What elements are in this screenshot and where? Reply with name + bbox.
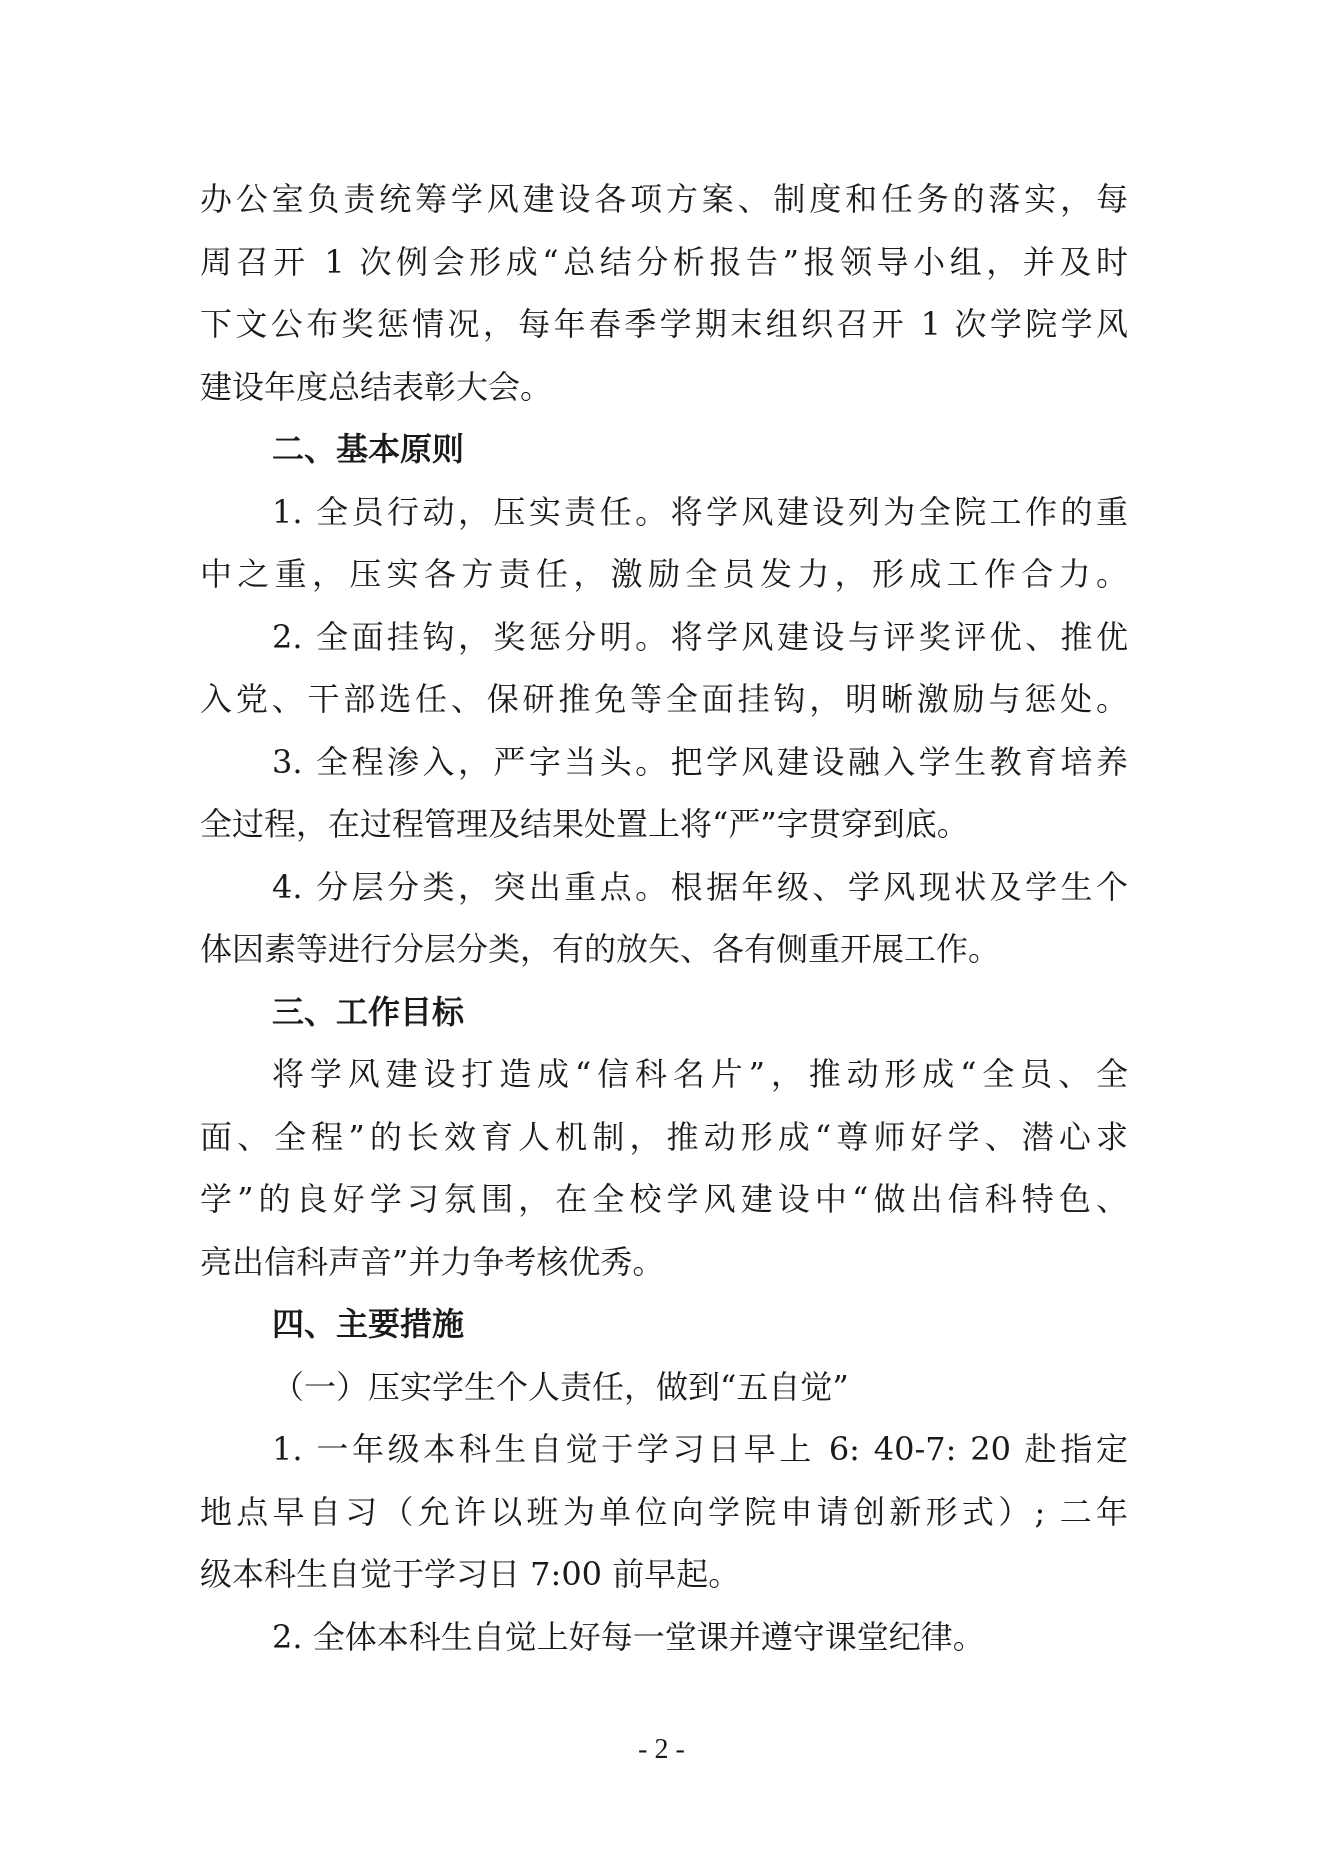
paragraph-line: 1. 一年级本科生自觉于学习日早上 6: 40-7: 20 赴指定: [272, 1430, 1128, 1468]
paragraph-line: 3. 全程渗入，严字当头。把学风建设融入学生教育培养: [272, 742, 1128, 781]
paragraph-line: 入党、干部选任、保研推免等全面挂钩，明晰激励与惩处。: [200, 680, 1128, 718]
section-heading: 二、基本原则: [272, 430, 465, 468]
paragraph-line: 将学风建设打造成“信科名片”，推动形成“全员、全: [272, 1055, 1128, 1093]
paragraph-line: 下文公布奖惩情况，每年春季学期末组织召开 1 次学院学风: [200, 305, 1128, 343]
paragraph-line: 学”的良好学习氛围，在全校学风建设中“做出信科特色、: [200, 1180, 1128, 1218]
paragraph-line: 中之重，压实各方责任，激励全员发力，形成工作合力。: [200, 555, 1128, 593]
paragraph-line: 周召开 1 次例会形成“总结分析报告”报领导小组，并及时: [200, 242, 1128, 281]
paragraph-line: 2. 全面挂钩，奖惩分明。将学风建设与评奖评优、推优: [272, 617, 1128, 656]
paragraph-line: 级本科生自觉于学习日 7:00 前早起。: [200, 1555, 741, 1593]
document-body: [200, 168, 1128, 1668]
page-number: - 2 -: [638, 1734, 685, 1765]
paragraph-line: 面、全程”的长效育人机制，推动形成“尊师好学、潜心求: [200, 1117, 1128, 1156]
paragraph-line: 4. 分层分类，突出重点。根据年级、学风现状及学生个: [272, 867, 1128, 906]
paragraph-line: 办公室负责统筹学风建设各项方案、制度和任务的落实，每: [200, 180, 1128, 218]
paragraph-line: 2. 全体本科生自觉上好每一堂课并遵守课堂纪律。: [272, 1617, 985, 1656]
paragraph-line: 体因素等进行分层分类，有的放矢、各有侧重开展工作。: [200, 930, 1001, 968]
paragraph-line: 地点早自习（允许以班为单位向学院申请创新形式）; 二年: [200, 1492, 1128, 1531]
paragraph-line: （一）压实学生个人责任，做到“五自觉”: [272, 1367, 849, 1406]
section-heading: 四、主要措施: [272, 1305, 465, 1343]
paragraph-line: 亮出信科声音”并力争考核优秀。: [200, 1242, 665, 1281]
paragraph-line: 建设年度总结表彰大会。: [200, 367, 553, 406]
paragraph-line: 全过程，在过程管理及结果处置上将“严”字贯穿到底。: [200, 805, 969, 843]
section-heading: 三、工作目标: [272, 992, 465, 1031]
paragraph-line: 1. 全员行动，压实责任。将学风建设列为全院工作的重: [272, 492, 1128, 531]
